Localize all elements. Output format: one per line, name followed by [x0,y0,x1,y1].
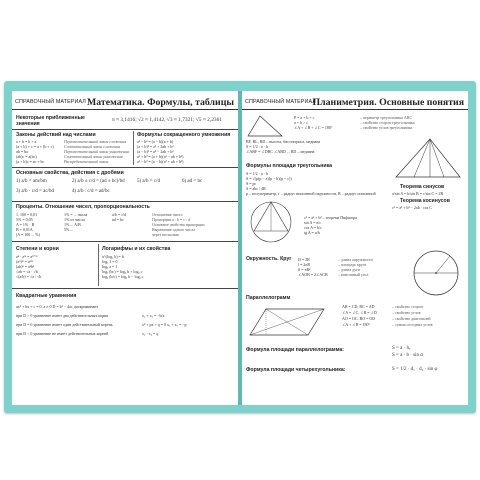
percent-row: B = 0,01A [16,227,33,232]
inscribed-triangle-figure [246,197,296,247]
circle-note: – вписанный угол [338,272,369,277]
fractions-heading: Основные свойства, действия с дробями [16,170,124,176]
law-note: Сочетательный закон умножения [64,154,123,159]
parallelogram-list [342,304,377,328]
approx-formula: π ≈ 3,1416; √2 ≈ 1,4142, √3 ≈ 1,7321; √5 ≈ 2,2361 [112,117,222,123]
logs-heading: Логарифмы и их свойства [102,246,171,252]
right-tri-row: cos A = b/c [304,225,322,230]
divider [12,129,238,130]
quad-area-heading: Формула площади четырехугольника: [246,367,346,373]
parallelogram-row: ∠A = ∠C, ∠B = ∠D [342,310,377,315]
percent-row: a/b = c/d [112,212,127,217]
divider [12,167,238,168]
circle-note: – длина окружности [338,257,373,262]
percent-row: 1% ... A/B [64,222,81,227]
area-list [246,171,376,196]
circle-note: – площадь круга [338,262,367,267]
percent-row: ad = bc [112,217,124,222]
log-row: a^(logₐ b) = b [102,254,124,259]
circle-row: l = 2πR [298,262,311,267]
percent-row: 1% = ... числа [64,212,88,217]
divider [12,288,238,289]
divider [12,241,238,242]
power-row: (aⁿ)ᵐ = aⁿᵐ [16,259,33,264]
area-row: p – полупериметр, r – радиус вписанной окружности, R – радиус описанной [246,191,376,196]
left-page-header [12,97,238,111]
quadratic-row: ax² + bx + c = 0, a ≠ 0 D = b² − 4ac дискриминант [16,304,99,309]
formula-row: (a − b)² = a² − 2ab + b² [137,149,174,154]
circle-row: ∠AOB = 2∠ACB [298,272,328,277]
cosines-formula: c² = a² + b² − 2ab · cos C [392,205,433,210]
power-row: (ab)ⁿ = aⁿbⁿ [16,264,35,269]
quadratic-heading: Квадратные уравнения [16,293,77,299]
powers-heading: Степени и корни [16,246,59,252]
header-rule [12,109,238,110]
divider [12,201,238,202]
formula-row: a³ − b³ = (a − b)(a² + ab + b²) [137,159,184,164]
triangle-notes [360,115,415,130]
quadratic-row: при D = 0 уравнение имеет один действительный корень [16,322,113,327]
short-mult-list [137,139,184,164]
approx-heading: Некоторые приближенные [16,115,85,121]
triangle-row: a + b > c [294,120,309,125]
law-row: (a + b) + c = a + (b + c) [16,144,54,149]
fraction-item: 2) a/b ± c/d = (ad ± bc)/bd [72,179,125,184]
fraction-item: 1) a/b = am/bm [16,179,47,184]
power-row: aⁿ · aᵐ = aⁿ⁺ᵐ [16,254,38,259]
area-row: S = pr [246,181,256,186]
bisector-row: ∠ABF = ∠DBC ∠ABD ... BD – медиана [246,149,315,154]
sines-formula: a/sin A = b/sin B = c/sin C = 2R [392,191,444,196]
fraction-item: 3) a/b · c/d = ac/bd [16,189,54,194]
triangle-heights-figure [392,135,464,181]
triangle-row: P = a + b + c [294,115,315,120]
triangle-note: – свойство сторон треугольника [360,120,415,125]
short-mult-heading: Формулы сокращенного умножения [137,132,231,138]
bisector-row: BF, BL, BD – высота, биссектриса, медиана [246,139,321,144]
par-area-formula: S = a · hₐ [392,346,411,351]
parallelogram-note: – свойство диагоналей [392,316,431,321]
area-row: S = 1/2 · a · h [246,171,269,176]
percent-row: Отношение чисел [152,212,183,217]
percent-row: A = 1% · B [16,222,35,227]
right-tri-row: tg A = a/b [304,230,320,235]
laws-heading: Законы действий над числами [16,132,96,138]
quad-area-formula: S = 1/2 · d₁ · d₂ · sin φ [392,367,438,372]
circle-list [298,257,328,277]
fraction-item-extra: 6) ad = bc [182,179,203,184]
formula-row: a³ + b³ = (a + b)(a² − ab + b²) [137,154,184,159]
column-divider [133,131,134,165]
triangle-note: – свойство углов треугольника [360,125,413,130]
percent-row: 1, 100 = 0,01 [16,212,38,217]
percents-col [16,212,40,237]
triangle-row: ∠A + ∠B + ∠C = 180° [294,125,333,130]
formula-row: a² − b² = (a − b)(a + b) [137,139,174,144]
page-title: Планиметрия. Основные понятия [312,97,464,108]
cosines-heading: Теорема косинусов [400,198,450,204]
percent-row: через несколько [152,232,180,237]
right-page-header [242,97,468,111]
percent-row: Пропорция a : b = c : d [152,217,191,222]
vieta-list [142,311,187,338]
right-tri-row: c² = a² + b² – теорема Пифагора [304,215,357,220]
quadratic-row: при D < 0 уравнение не имеет действительных корней [16,331,109,336]
vieta-row: x₁ · x₂ = q [142,331,159,336]
area-row: S = √(p(p − a)(p − b)(p − c)) [246,176,292,181]
parallelogram-note: – свойство углов [392,310,421,315]
percent-row: 1% от числа [64,217,85,222]
law-row: ab = ba [16,149,28,154]
circle-row: S = πR² [298,267,311,272]
circle-notes [338,257,373,277]
header-label: СПРАВОЧНЫЙ МАТЕРИАЛ [245,99,316,105]
vieta-row: x₁ + x₂ = −b/a [142,313,165,318]
law-note: Сочетательный закон сложения [64,144,121,149]
parallelogram-row: ∠A + ∠B = 180° [342,322,371,327]
header-rule [242,109,468,110]
parallelogram-note: – сумма соседних углов [392,322,433,327]
log-row: logₐ 1 = 0 [102,259,118,264]
percent-row: (A = 100 ... %) [16,232,40,237]
log-row: logₐ (bc) = logₐ b + logₐ c [102,269,143,274]
logs-list [102,254,143,279]
law-note: Распределительный закон [64,159,109,164]
right-tri-row: sin A = a/c [304,220,322,225]
percent-row: Основное свойство пропорции [152,222,205,227]
right-page [242,91,468,405]
right-triangle-list [304,215,357,235]
triangle-formulas [294,115,332,130]
parallelogram-figure [248,305,328,339]
circle-note: – длина дуги [338,267,360,272]
area-heading: Формулы площади треугольника [246,163,333,169]
quadratic-row: при D > 0 уравнение имеет два действительных корня [16,313,109,318]
parallelogram-note: – свойство сторон [392,304,423,309]
sines-heading: Теорема синусов [400,184,445,190]
law-note: Переместительный закон сложения [64,139,127,144]
log-row: logₐ (b/c) = logₐ b − logₐ c [102,274,144,279]
bisector-row: S = 1/2 · a · h [246,144,269,149]
log-row: logₐ a = 1 [102,264,118,269]
parallelogram-heading: Параллелограмм [246,295,291,301]
left-page [12,91,238,405]
law-row: a + b = b + a [16,139,37,144]
fraction-item-extra: 5) a/b = c/d [137,179,160,184]
circle-row: D = 2R [298,257,310,262]
par-area-heading: Формула площади параллелограмма: [246,347,344,353]
circle-heading: Окружность. Круг [246,256,292,262]
formula-row: (a + b)² = a² + 2ab + b² [137,144,174,149]
vieta-row: x² + px + q = 0 x₁ + x₂ = −p [142,322,187,327]
par-area-formula: S = a · b · sin α [392,353,423,358]
triangle-note: – периметр треугольника ABC [360,115,413,120]
quadratic-list [16,302,113,338]
approx-heading-2: значения [16,121,40,127]
fraction-item: 4) a/b : c/d = ad/bc [72,189,110,194]
parallelogram-row: AB = CD, BC = AD [342,304,375,309]
area-row: S = abc / 4R [246,186,266,191]
triangle-figure [246,113,286,139]
percents-col [64,212,87,232]
law-row: (a + b)c = ac + bc [16,159,45,164]
laws-list [16,139,54,164]
percents-col [112,212,126,222]
percents-heading: Проценты. Отношение чисел, пропорциональность [16,204,150,210]
percent-row: 5% ... [64,227,74,232]
laws-notes [64,139,129,164]
powers-list [16,254,41,279]
bisector-list [246,139,320,154]
header-label: СПРАВОЧНЫЙ МАТЕРИАЛ [15,99,86,105]
percent-row: 5% = 0,05 [16,217,33,222]
law-row: (ab)c = a(bc) [16,154,37,159]
column-divider [98,244,99,286]
percent-row: Выражение одного числа [152,227,195,232]
circle-figure [410,247,462,299]
parallelogram-notes [392,304,433,328]
par-area-formulas [392,345,423,359]
power-row: √ab = √a · √b [16,269,38,274]
power-row: √(a/b) = √a / √b [16,274,42,279]
percents-col [152,212,205,237]
page-title: Математика. Формулы, таблицы [87,97,234,108]
law-note: Переместительный закон умножения [64,149,129,154]
parallelogram-row: AO = OC, BO = OD [342,316,376,321]
